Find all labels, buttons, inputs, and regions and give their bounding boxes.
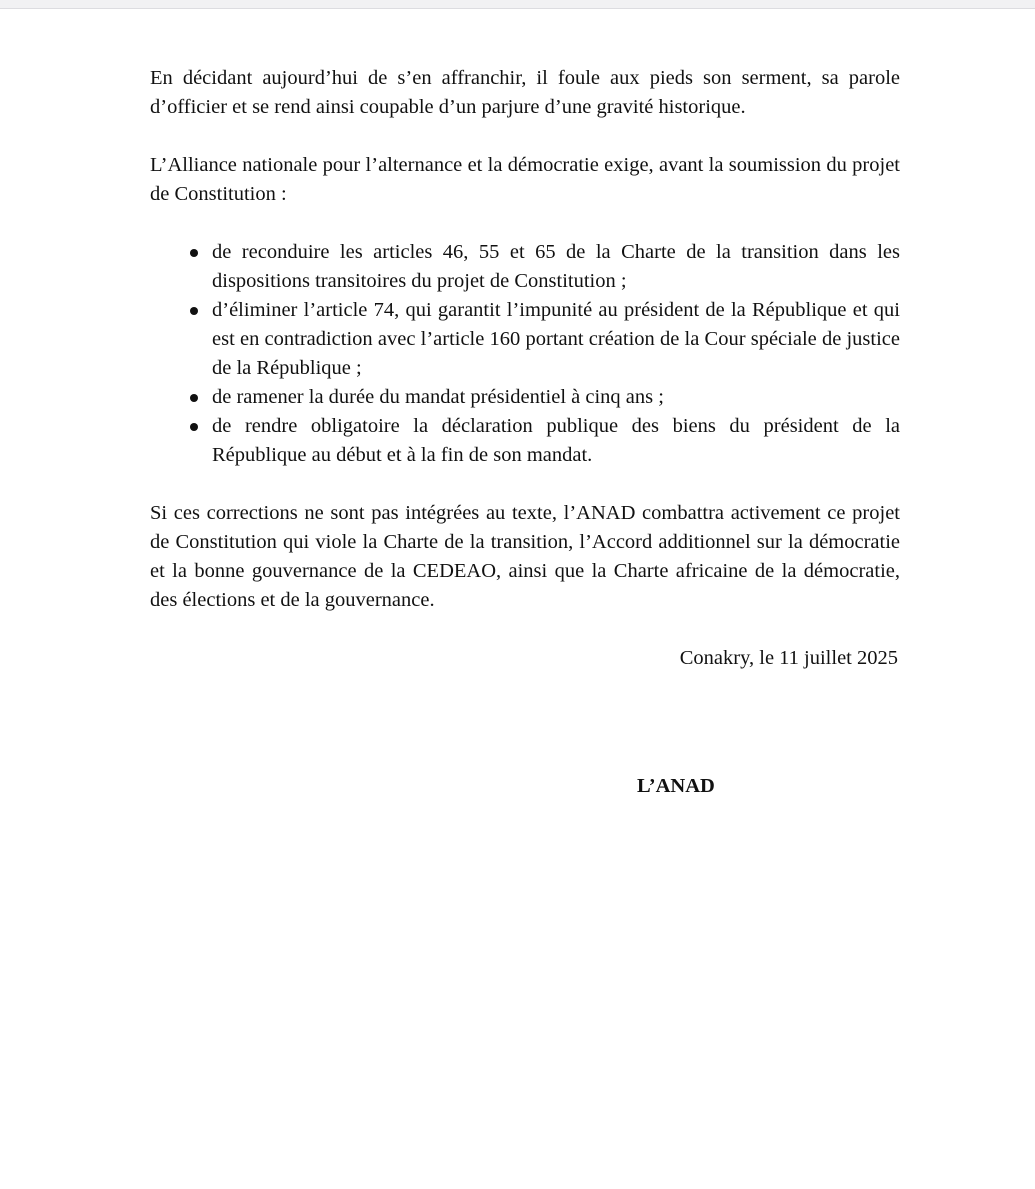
- list-item: [150, 412, 900, 470]
- bullet-icon: [190, 394, 198, 402]
- list-item: [150, 383, 900, 412]
- list-item: [150, 238, 900, 296]
- list-item: [150, 296, 900, 383]
- paragraph-exigence: L’Alliance nationale pour l’alternance et la démocratie exige, avant la soumission du projet de Constitution :: [150, 154, 900, 205]
- document-page: [150, 64, 900, 797]
- bullet-icon: [190, 307, 198, 315]
- paragraph-serment: En décidant aujourd’hui de s’en affranchir, il foule aux pieds son serment, sa parole d’officier et se rend ainsi coupable d’un parjure d’une gravité historique.: [150, 67, 900, 118]
- viewer-top-bar: [0, 0, 1035, 9]
- demand-text: de reconduire les articles 46, 55 et 65 de la Charte de la transition dans les dispositions transitoires du projet de Constitution ;: [212, 241, 900, 292]
- date-line: Conakry, le 11 juillet 2025: [679, 647, 898, 669]
- bullet-icon: [190, 423, 198, 431]
- demands-list: [150, 238, 900, 470]
- paragraph-closing: Si ces corrections ne sont pas intégrées au texte, l’ANAD combattra activement ce projet de Constitution qui viole la Charte de la transition, l’Accord additionnel sur la démocratie et la bonne gouvernance de la CEDEAO, ainsi que la Charte africaine de la démocratie, des élections et de la gouvernance.: [150, 502, 900, 611]
- bullet-icon: [190, 249, 198, 257]
- signature: L’ANAD: [637, 775, 715, 797]
- demand-text: de ramener la durée du mandat présidentiel à cinq ans ;: [212, 386, 664, 408]
- demand-text: de rendre obligatoire la déclaration publique des biens du président de la République au début et à la fin de son mandat.: [212, 415, 900, 466]
- demand-text: d’éliminer l’article 74, qui garantit l’impunité au président de la République et qui est en contradiction avec l’article 160 portant création de la Cour spéciale de justice de la République ;: [212, 299, 900, 379]
